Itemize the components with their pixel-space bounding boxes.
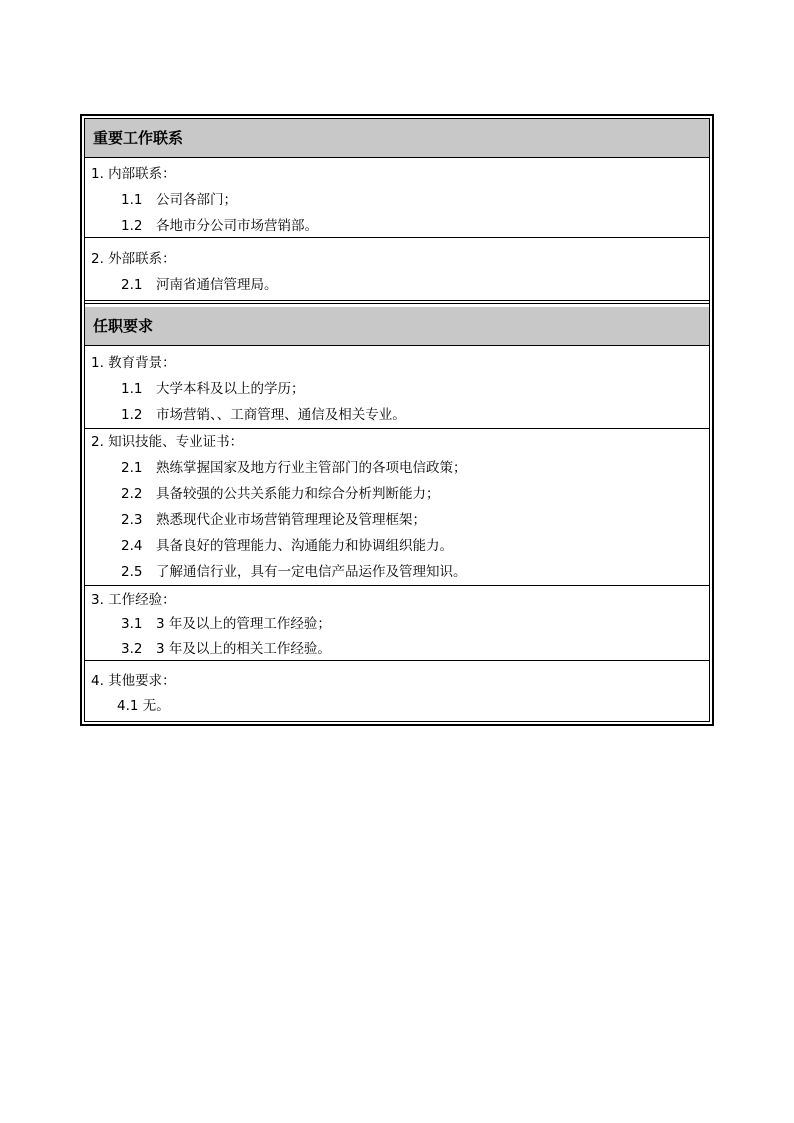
list-item: 1.2 各地市分公司市场营销部。 — [121, 218, 318, 234]
list-item: 1.1 公司各部门； — [121, 192, 237, 208]
list-item: 2.5 了解通信行业，具有一定电信产品运作及管理知识。 — [121, 564, 467, 580]
group-heading-experience: 3. 工作经验： — [91, 592, 176, 608]
section-divider-bottom — [85, 303, 709, 304]
list-item: 1.1 大学本科及以上的学历； — [121, 381, 305, 397]
group-heading-education: 1. 教育背景： — [91, 355, 176, 371]
group-heading-internal: 1. 内部联系： — [91, 166, 176, 182]
divider — [85, 660, 709, 661]
group-heading-other: 4. 其他要求： — [91, 673, 176, 689]
list-item: 2.4 具备良好的管理能力、沟通能力和协调组织能力。 — [121, 538, 453, 554]
list-item: 1.2 市场营销、、工商管理、通信及相关专业。 — [121, 407, 406, 423]
list-item: 3.1 3 年及以上的管理工作经验； — [121, 616, 331, 632]
group-heading-external: 2. 外部联系： — [91, 251, 176, 267]
list-item: 4.1 无。 — [117, 698, 170, 714]
list-item: 3.2 3 年及以上的相关工作经验。 — [121, 641, 331, 657]
divider — [85, 157, 709, 158]
section-divider-top — [85, 300, 709, 301]
job-requirements-table — [80, 114, 714, 726]
table-inner-border — [84, 118, 710, 722]
divider — [85, 585, 709, 586]
list-item: 2.1 熟练掌握国家及地方行业主管部门的各项电信政策； — [121, 460, 467, 476]
divider — [85, 237, 709, 238]
divider — [85, 428, 709, 429]
list-item: 2.1 河南省通信管理局。 — [121, 277, 278, 293]
section-header-job-requirements: 任职要求 — [85, 307, 709, 345]
list-item: 2.3 熟悉现代企业市场营销管理理论及管理框架； — [121, 512, 426, 528]
group-heading-skills: 2. 知识技能、专业证书： — [91, 434, 244, 450]
section-header-work-contacts: 重要工作联系 — [85, 119, 709, 157]
list-item: 2.2 具备较强的公共关系能力和综合分析判断能力； — [121, 486, 440, 502]
divider — [85, 345, 709, 346]
